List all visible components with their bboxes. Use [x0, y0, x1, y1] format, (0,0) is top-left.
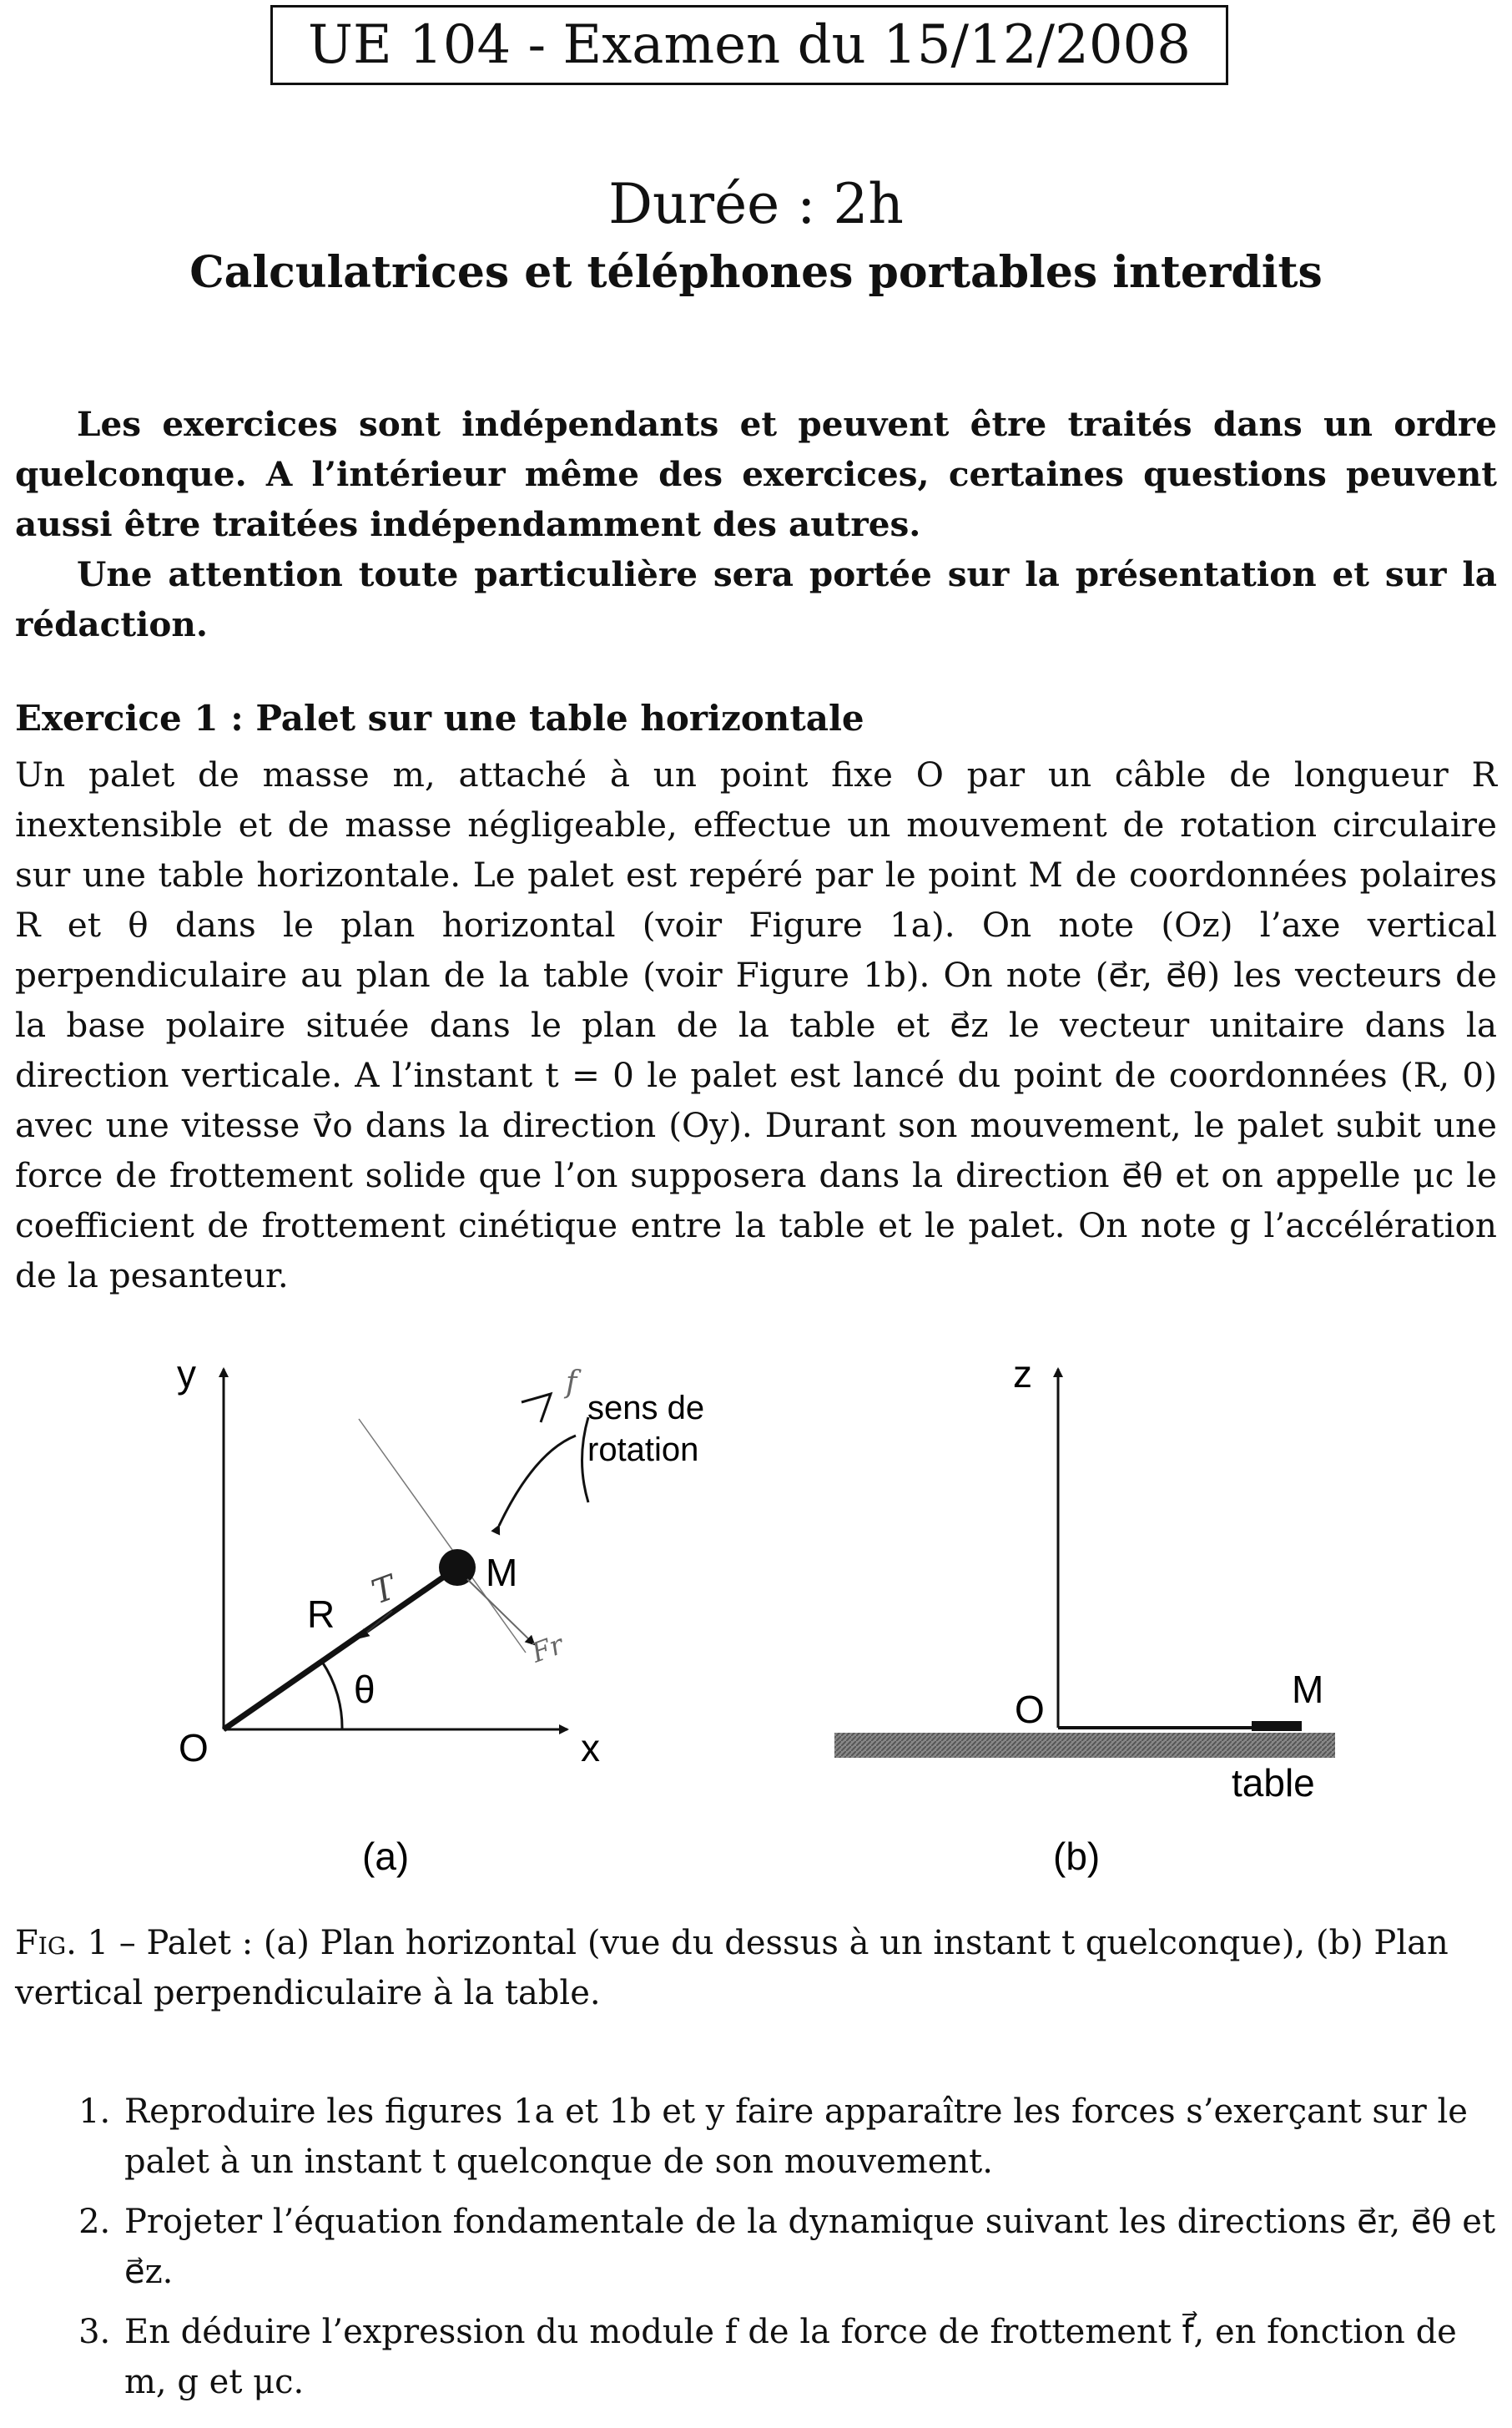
figure-1b — [834, 1352, 1335, 1878]
z-axis-label: z — [1013, 1352, 1032, 1396]
point-label-a: M — [486, 1551, 518, 1594]
y-axis-label: y — [177, 1352, 196, 1396]
panel-label-b: (b) — [1053, 1835, 1101, 1878]
table-surface — [834, 1733, 1335, 1758]
question-2: 2. Projeter l’équation fondamentale de la dynamique suivant les directions e⃗r, e⃗θ et e⃗z. — [121, 2197, 1497, 2297]
figure-1 — [0, 1335, 1512, 1903]
angle-label: θ — [354, 1668, 375, 1711]
exam-title: UE 104 - Examen du 15/12/2008 — [308, 14, 1191, 76]
handwritten-t: T — [366, 1568, 401, 1613]
rotation-label-1: sens de — [587, 1390, 705, 1426]
radius-label: R — [307, 1593, 335, 1636]
figure-caption — [15, 1918, 1497, 2018]
restrictions: Calculatrices et téléphones portables interdits — [189, 247, 1323, 298]
panel-label-a: (a) — [362, 1835, 410, 1878]
handwritten-f: f — [566, 1365, 577, 1400]
figure-1a — [177, 1352, 704, 1878]
rotation-label-2: rotation — [587, 1431, 699, 1468]
rotation-arrow — [499, 1436, 576, 1526]
origin-label-b: O — [1015, 1688, 1045, 1731]
questions-list — [0, 2087, 1497, 2417]
exam-header — [270, 5, 1228, 85]
caption-text: – Palet : (a) Plan horizontal (vue du dessus à un instant t quelconque), (b) Plan vertical perpendiculaire à la table. — [15, 1924, 1449, 2012]
palet-side — [1252, 1721, 1302, 1731]
duration: Durée : 2h — [608, 172, 904, 236]
origin-label-a: O — [179, 1726, 209, 1769]
tension-arrow — [360, 1611, 392, 1638]
question-3: 3. En déduire l’expression du module f de la force de frottement f⃗, en fonction de m, g et μc. — [121, 2307, 1497, 2407]
x-axis-label: x — [581, 1726, 600, 1769]
exercise-1-body: Un palet de masse m, attaché à un point fixe O par un câble de longueur R inextensible et de masse négligeable, effectue un mouvement de rotation circulaire sur une table horizontale. Le palet est repéré par le point M de coordonnées polaires R et θ dans le plan horizontal (voir Figure 1a). On note (Oz) l’axe vertical perpendiculaire au plan de la table (voir Figure 1b). On note (e⃗r, e⃗θ) les vecteurs de la base polaire située dans le plan de la table et e⃗z le vecteur unitaire dans la direction verticale. A l’instant t = 0 le palet est lancé du point de coordonnées (R, 0) avec une vitesse v⃗o dans la direction (Oy). Durant son mouvement, le palet subit une force de frottement solide que l’on supposera dans la direction e⃗θ et on appelle μc le coefficient de frottement cinétique entre la table et le palet. On note g l’accélération de la pesanteur. — [15, 755, 1497, 1295]
caption-prefix: Fig. 1 — [15, 1924, 109, 1962]
intro — [15, 399, 1497, 649]
table-label: table — [1232, 1761, 1315, 1805]
point-label-b: M — [1292, 1668, 1324, 1711]
question-1: 1. Reproduire les figures 1a et 1b et y faire apparaître les forces s’exerçant sur le palet à un instant t quelconque de son mouvement. — [121, 2087, 1497, 2187]
rotation-arrow-head — [522, 1394, 551, 1422]
handwritten-fr: Fr — [527, 1628, 567, 1669]
angle-arc — [322, 1662, 342, 1729]
exercise-1-title: Exercice 1 : Palet sur une table horizontale — [15, 698, 864, 739]
intro-paragraph-2: Une attention toute particulière sera portée sur la présentation et sur la rédaction. — [15, 554, 1497, 644]
point-m — [439, 1549, 476, 1586]
intro-paragraph-1: Les exercices sont indépendants et peuvent être traités dans un ordre quelconque. A l’intérieur même des exercices, certaines questions peuvent aussi être traitées indépendamment des autres. — [15, 404, 1497, 544]
